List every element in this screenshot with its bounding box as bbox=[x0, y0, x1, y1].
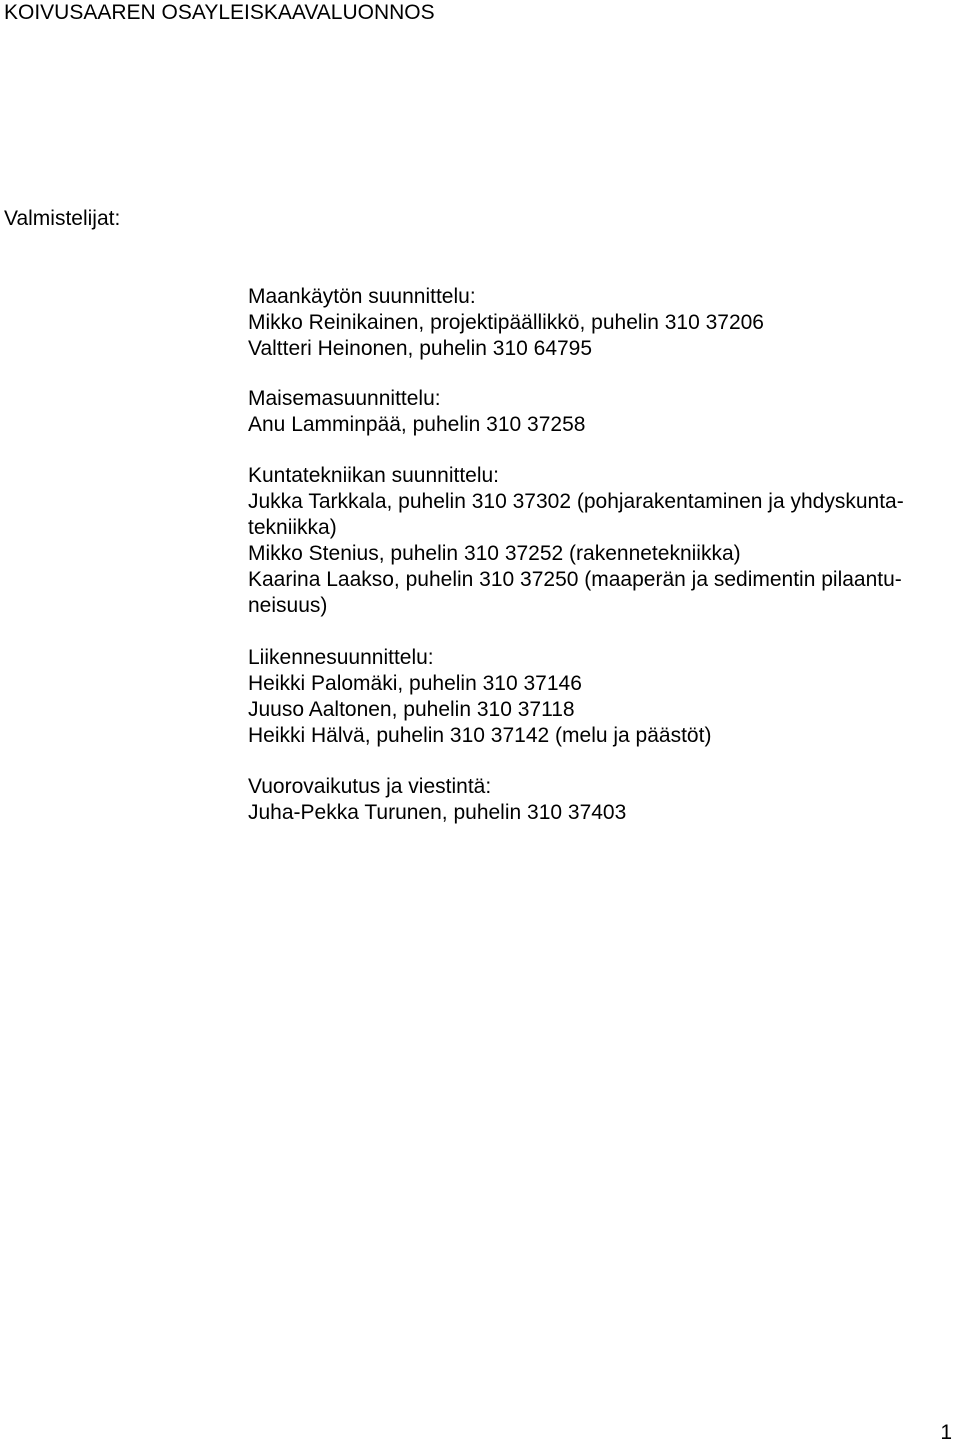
contact-line: Juha-Pekka Turunen, puhelin 310 37403 bbox=[248, 801, 627, 824]
section-heading-interaction: Vuorovaikutus ja viestintä: bbox=[248, 775, 492, 798]
document-title: KOIVUSAAREN OSAYLEISKAAVALUONNOS bbox=[4, 1, 435, 24]
contact-line: Mikko Stenius, puhelin 310 37252 (rakennetekniikka) bbox=[248, 542, 741, 565]
contact-line: Valtteri Heinonen, puhelin 310 64795 bbox=[248, 337, 593, 360]
contact-line-continuation: tekniikka) bbox=[248, 516, 337, 539]
section-heading-land-use: Maankäytön suunnittelu: bbox=[248, 285, 476, 308]
section-heading-municipal-engineering: Kuntatekniikan suunnittelu: bbox=[248, 464, 500, 487]
contact-line: Heikki Palomäki, puhelin 310 37146 bbox=[248, 672, 582, 695]
page-number: 1 bbox=[940, 1421, 952, 1444]
contact-line: Kaarina Laakso, puhelin 310 37250 (maaperän ja sedimentin pilaantu- bbox=[248, 568, 902, 591]
preparers-label: Valmistelijat: bbox=[4, 207, 121, 230]
section-heading-landscape: Maisemasuunnittelu: bbox=[248, 387, 441, 410]
contact-line: Mikko Reinikainen, projektipäällikkö, puhelin 310 37206 bbox=[248, 311, 764, 334]
contact-line: Heikki Hälvä, puhelin 310 37142 (melu ja päästöt) bbox=[248, 724, 712, 747]
contact-line-continuation: neisuus) bbox=[248, 594, 328, 617]
contact-line: Jukka Tarkkala, puhelin 310 37302 (pohjarakentaminen ja yhdyskunta- bbox=[248, 490, 904, 513]
contact-line: Anu Lamminpää, puhelin 310 37258 bbox=[248, 413, 586, 436]
contact-line: Juuso Aaltonen, puhelin 310 37118 bbox=[248, 698, 575, 721]
section-heading-traffic: Liikennesuunnittelu: bbox=[248, 646, 434, 669]
